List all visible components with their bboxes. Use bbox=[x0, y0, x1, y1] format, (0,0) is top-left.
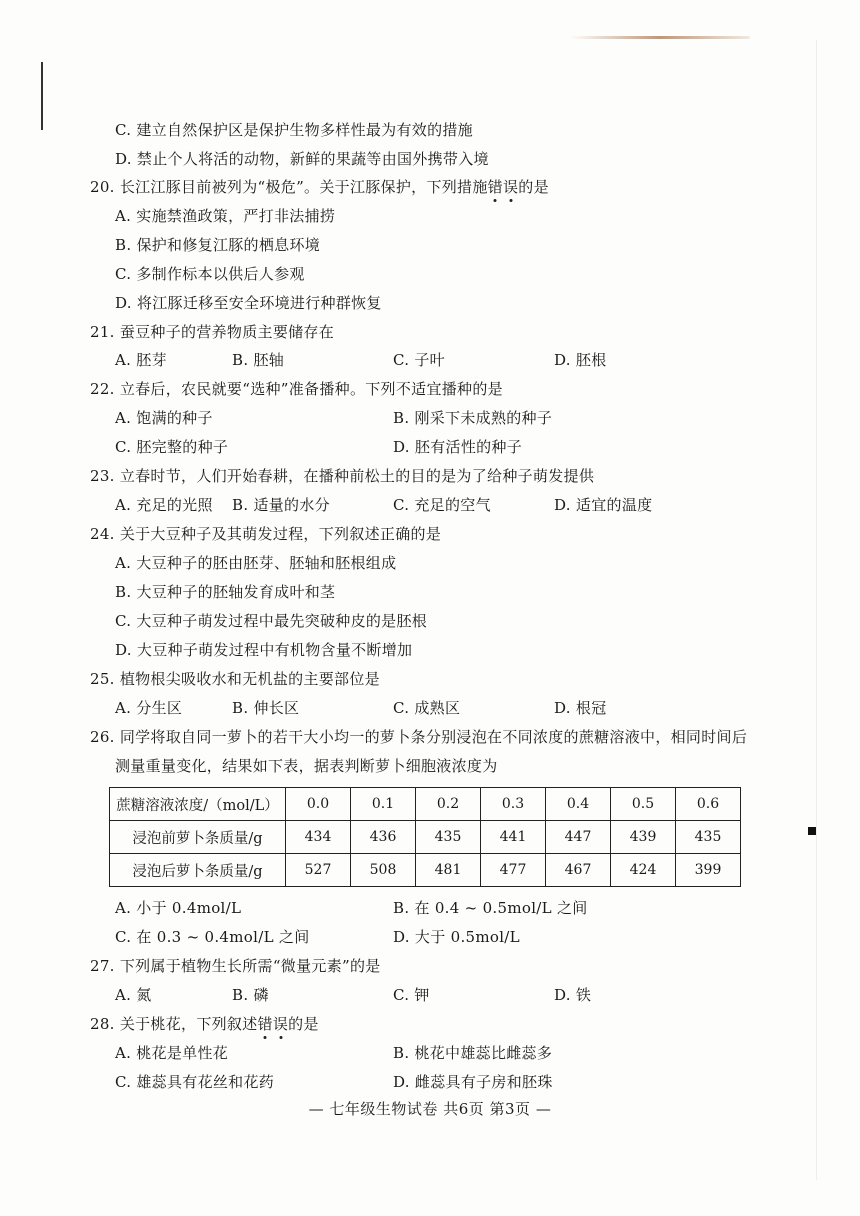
q24-option-c: C. 大豆种子萌发过程中最先突破种皮的是胚根 bbox=[115, 612, 428, 630]
q21-option-d: D. 胚根 bbox=[554, 351, 607, 369]
q22-option-d: D. 胚有活性的种子 bbox=[393, 438, 523, 456]
emphasis-char: 误 bbox=[272, 1015, 289, 1033]
q21-stem: 21. 蚕豆种子的营养物质主要储存在 bbox=[90, 323, 335, 341]
q27-option-b: B. 磷 bbox=[232, 986, 269, 1004]
q28-option-d: D. 雌蕊具有子房和胚珠 bbox=[393, 1073, 553, 1091]
q28-stem-text: 28. 关于桃花，下列叙述 bbox=[90, 1015, 258, 1033]
q23-option-b: B. 适量的水分 bbox=[232, 496, 330, 514]
table-cell: 399 bbox=[676, 854, 741, 887]
table-cell: 424 bbox=[611, 854, 676, 887]
q20-stem bbox=[90, 177, 549, 197]
q20-stem-text: 20. 长江江豚目前被列为“极危”。关于江豚保护，下列措施 bbox=[90, 178, 488, 196]
table-cell: 0.4 bbox=[546, 788, 611, 821]
table-row-label: 蔗糖溶液浓度/（mol/L） bbox=[110, 788, 286, 821]
q22-option-b: B. 刚采下未成熟的种子 bbox=[393, 409, 553, 427]
q20-emphasis bbox=[488, 178, 519, 196]
q26-stem-line2: 测量重量变化，结果如下表，据表判断萝卜细胞液浓度为 bbox=[115, 757, 498, 775]
table-cell: 435 bbox=[416, 821, 481, 854]
q23-option-d: D. 适宜的温度 bbox=[554, 496, 653, 514]
q22-option-c: C. 胚完整的种子 bbox=[115, 438, 229, 456]
table-cell: 0.2 bbox=[416, 788, 481, 821]
q26-stem-line1: 26. 同学将取自同一萝卜的若干大小均一的萝卜条分别浸泡在不同浓度的蔗糖溶液中，相同时间后 bbox=[90, 728, 748, 746]
q27-stem: 27. 下列属于植物生长所需“微量元素”的是 bbox=[90, 957, 381, 975]
table-cell: 434 bbox=[286, 821, 351, 854]
q26-option-a: A. 小于 0.4mol/L bbox=[115, 899, 242, 917]
q22-stem: 22. 立春后，农民就要“选种”准备播种。下列不适宜播种的是 bbox=[90, 380, 503, 398]
q25-option-d: D. 根冠 bbox=[554, 699, 607, 717]
q23-option-a: A. 充足的光照 bbox=[115, 496, 213, 514]
q19-option-c: C. 建立自然保护区是保护生物多样性最为有效的措施 bbox=[115, 121, 473, 139]
table-row-label: 浸泡后萝卜条质量/g bbox=[110, 854, 286, 887]
table-cell: 0.0 bbox=[286, 788, 351, 821]
q23-option-c: C. 充足的空气 bbox=[393, 496, 491, 514]
q24-option-b: B. 大豆种子的胚轴发育成叶和茎 bbox=[115, 583, 336, 601]
q21-option-c: C. 子叶 bbox=[393, 351, 445, 369]
sucrose-data-table bbox=[109, 787, 741, 887]
q27-option-c: C. 钾 bbox=[393, 986, 430, 1004]
q24-stem: 24. 关于大豆种子及其萌发过程，下列叙述正确的是 bbox=[90, 525, 442, 543]
q23-stem: 23. 立春时节，人们开始春耕，在播种前松土的目的是为了给种子萌发提供 bbox=[90, 467, 595, 485]
q28-emphasis bbox=[258, 1015, 289, 1033]
q28-stem bbox=[90, 1014, 319, 1034]
q28-option-b: B. 桃花中雄蕊比雌蕊多 bbox=[393, 1044, 553, 1062]
emphasis-char: 错 bbox=[257, 1015, 273, 1033]
table-row bbox=[110, 854, 741, 887]
q27-option-d: D. 铁 bbox=[554, 986, 592, 1004]
table-cell: 436 bbox=[351, 821, 416, 854]
q21-option-b: B. 胚轴 bbox=[232, 351, 285, 369]
table-cell: 0.3 bbox=[481, 788, 546, 821]
emphasis-char: 错 bbox=[487, 178, 503, 196]
scan-artifact-left bbox=[41, 62, 43, 130]
q26-option-c: C. 在 0.3 ~ 0.4mol/L 之间 bbox=[115, 928, 310, 946]
table-cell: 527 bbox=[286, 854, 351, 887]
table-cell: 467 bbox=[546, 854, 611, 887]
scan-artifact-edge bbox=[816, 40, 817, 1180]
page-footer: — 七年级生物试卷 共6页 第3页 — bbox=[308, 1100, 552, 1118]
q20-option-a: A. 实施禁渔政策，严打非法捕捞 bbox=[115, 207, 336, 225]
table-cell: 441 bbox=[481, 821, 546, 854]
q27-option-a: A. 氮 bbox=[115, 986, 152, 1004]
q24-option-a: A. 大豆种子的胚由胚芽、胚轴和胚根组成 bbox=[115, 554, 397, 572]
q28-stem-end: 的是 bbox=[288, 1015, 319, 1033]
table-cell: 477 bbox=[481, 854, 546, 887]
table-cell: 435 bbox=[676, 821, 741, 854]
table-row-label: 浸泡前萝卜条质量/g bbox=[110, 821, 286, 854]
table-row bbox=[110, 821, 741, 854]
q20-option-c: C. 多制作标本以供后人参观 bbox=[115, 265, 305, 283]
scan-artifact-top bbox=[570, 36, 750, 39]
table-cell: 481 bbox=[416, 854, 481, 887]
emphasis-char: 误 bbox=[502, 178, 519, 196]
q26-option-b: B. 在 0.4 ~ 0.5mol/L 之间 bbox=[393, 899, 588, 917]
q20-option-b: B. 保护和修复江豚的栖息环境 bbox=[115, 236, 321, 254]
q20-stem-end: 的是 bbox=[518, 178, 549, 196]
q28-option-c: C. 雄蕊具有花丝和花药 bbox=[115, 1073, 275, 1091]
q22-option-a: A. 饱满的种子 bbox=[115, 409, 213, 427]
q25-stem: 25. 植物根尖吸收水和无机盐的主要部位是 bbox=[90, 670, 380, 688]
table-cell: 508 bbox=[351, 854, 416, 887]
table-cell: 0.1 bbox=[351, 788, 416, 821]
q20-option-d: D. 将江豚迁移至安全环境进行种群恢复 bbox=[115, 294, 382, 312]
q19-option-d: D. 禁止个人将活的动物，新鲜的果蔬等由国外携带入境 bbox=[115, 150, 489, 168]
q26-option-d: D. 大于 0.5mol/L bbox=[393, 928, 520, 946]
table-cell: 0.6 bbox=[676, 788, 741, 821]
table-cell: 0.5 bbox=[611, 788, 676, 821]
table-cell: 447 bbox=[546, 821, 611, 854]
black-square-mark bbox=[808, 827, 816, 835]
q21-option-a: A. 胚芽 bbox=[115, 351, 167, 369]
table-cell: 439 bbox=[611, 821, 676, 854]
q25-option-a: A. 分生区 bbox=[115, 699, 183, 717]
q25-option-c: C. 成熟区 bbox=[393, 699, 461, 717]
q25-option-b: B. 伸长区 bbox=[232, 699, 300, 717]
q28-option-a: A. 桃花是单性花 bbox=[115, 1044, 229, 1062]
q24-option-d: D. 大豆种子萌发过程中有机物含量不断增加 bbox=[115, 641, 413, 659]
table-row bbox=[110, 788, 741, 821]
